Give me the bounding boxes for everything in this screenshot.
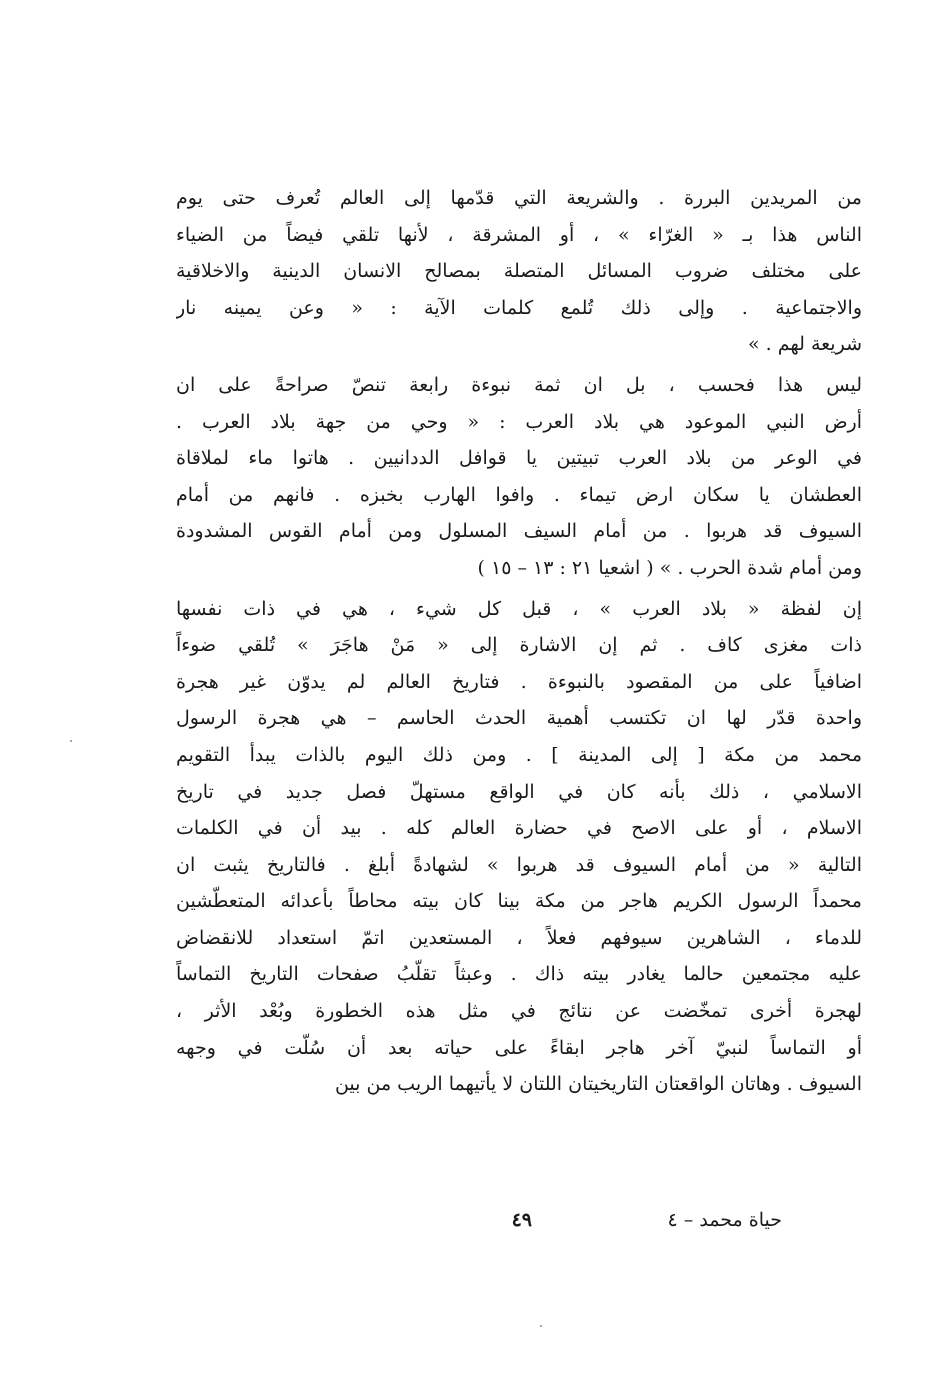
text-line: محمداً الرسول الكريم هاجر من مكة بينا كان بيته محاطاً بأعدائه المتعطّشين [176, 890, 862, 913]
text-line: ذات مغزى كاف . ثم إن الاشارة إلى « مَنْ هاجَرَ » تُلقي ضوءاً [176, 634, 862, 657]
paragraph [176, 180, 862, 363]
book-reference: حياة محمد – ٤ [667, 1209, 782, 1231]
text-line: على مختلف ضروب المسائل المتصلة بمصالح الانسان الدينية والاخلاقية [176, 260, 862, 283]
scan-speck [540, 1325, 542, 1327]
text-line: عليه مجتمعين حالما يغادر بيته ذاك . وعبثاً تقلّبُ صفحات التاريخ التماساً [176, 963, 862, 986]
text-line: التالية « من أمام السيوف قد هربوا » لشهادةً أبلغ . فالتاريخ يثبت ان [176, 853, 862, 876]
text-line: الاسلام ، أو على الاصح في حضارة العالم كله . بيد أن في الكلمات [176, 817, 862, 840]
text-line: أرض النبي الموعود هي بلاد العرب : « وحي من جهة بلاد العرب . [176, 410, 862, 433]
text-line: ليس هذا فحسب ، بل ان ثمة نبوءة رابعة تنصّ صراحةً على ان [176, 373, 862, 396]
text-line: العطشان يا سكان ارض تيماء . وافوا الهارب بخبزه . فانهم من أمام [176, 483, 862, 506]
paragraph [176, 367, 862, 587]
text-line: إن لفظة « بلاد العرب » ، قبل كل شيء ، هي في ذات نفسها [176, 597, 862, 620]
scan-speck [70, 740, 72, 742]
text-line: أو التماساً لنبيّ آخر هاجر ابقاءً على حياته بعد أن سُلّت في وجهه [176, 1036, 862, 1059]
text-line: واحدة قدّر لها ان تكتسب أهمية الحدث الحاسم – هي هجرة الرسول [176, 707, 862, 730]
text-line: الاسلامي ، ذلك بأنه كان في الواقع مستهلّ فصل جديد في تاريخ [176, 780, 862, 803]
text-line: محمد من مكة [ إلى المدينة ] . ومن ذلك اليوم بالذات يبدأ التقويم [176, 743, 862, 766]
body-text [176, 180, 862, 1103]
text-line: اضافياً على من المقصود بالنبوءة . فتاريخ العالم لم يدوّن غير هجرة [176, 670, 862, 693]
paragraph [176, 591, 862, 1103]
text-line: للدماء ، الشاهرين سيوفهم فعلاً ، المستعدين اتمّ استعداد للانقضاض [176, 926, 862, 949]
text-line: السيوف قد هربوا . من أمام السيف المسلول ومن أمام القوس المشدودة [176, 520, 862, 543]
text-line: في الوعر من بلاد العرب تبيتين يا قوافل الددانيين . هاتوا ماء لملاقاة [176, 447, 862, 470]
page-footer [176, 1200, 862, 1240]
text-line: ومن أمام شدة الحرب . » ( اشعيا ٢١ : ١٣ – ١٥ ) [477, 556, 862, 579]
page-number: ٤٩ [511, 1209, 532, 1231]
text-line: السيوف . وهاتان الواقعتان التاريخيتان اللتان لا يأتيهما الريب من بين [334, 1073, 862, 1096]
text-line: من المريدين البررة . والشريعة التي قدّمها إلى العالم تُعرف حتى يوم [176, 187, 862, 209]
text-line: والاجتماعية . وإلى ذلك تُلمع كلمات الآية : « وعن يمينه نار [176, 296, 862, 319]
text-line: شريعة لهم . » [747, 333, 862, 356]
text-line: لهجرة أخرى تمخّضت عن نتائج في مثل هذه الخطورة وبُعْد الأثر ، [176, 1000, 862, 1023]
text-line: الناس هذا بـ « الغرّاء » ، أو المشرقة ، لأنها تلقي فيضاً من الضياء [176, 223, 862, 246]
